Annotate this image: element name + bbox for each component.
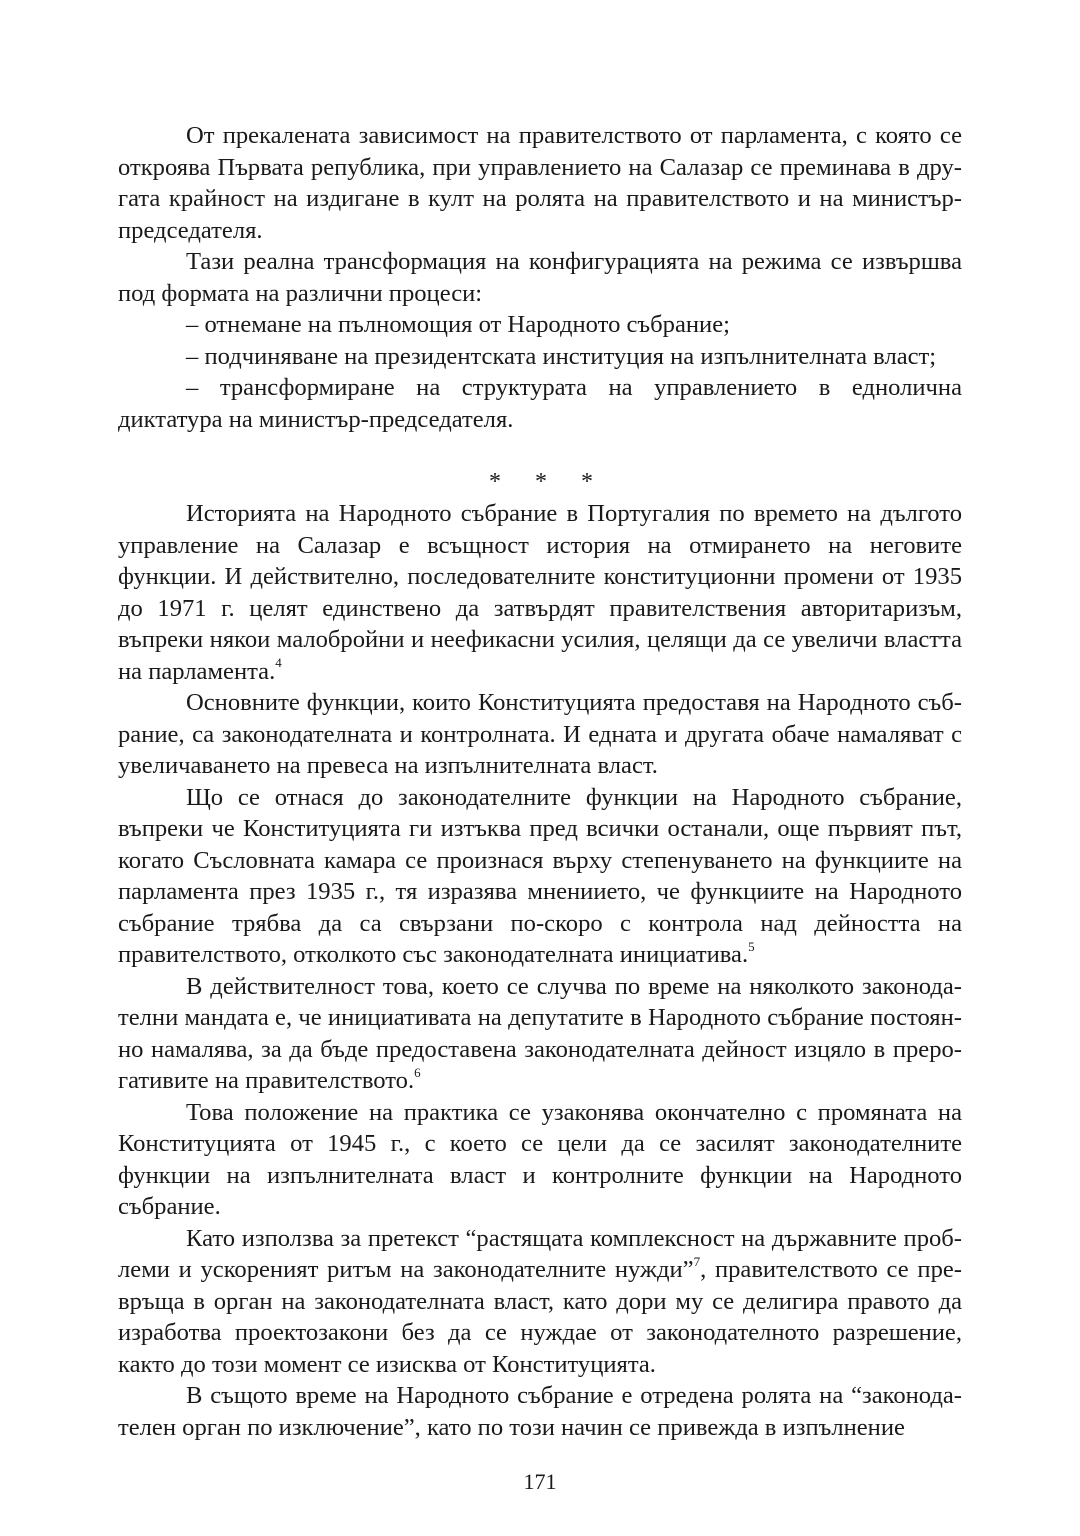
paragraph-intro-2: Тази реална трансформация на конфигурацията на режима се извършва под формата на различни процеси:: [118, 248, 962, 307]
paragraph-6-text: В действителност това, което се случва по време на няколкото законодателни мандата е, че инициативата на депутатите в Народното събрание постоянно намалява, за да бъде предоставена законодателната дейност изцяло в прерогативите на правителството.: [118, 972, 962, 1094]
paragraph-3-text: Историята на Народното събрание в Португалия по времето на дългото управление на Салазар е всъщност история на отмирането на неговите функции. И действително, последователните конституционни промени от 1935 до 1971 г. целят единствено да затвърдят правителствения авторитаризъм, въпреки някои малобройни и неефикасни усилия, целящи да се увеличи властта на парламента.: [118, 500, 962, 685]
footnote-ref-7: 7: [693, 1253, 701, 1269]
document-page: [118, 120, 962, 1443]
footnote-ref-6: 6: [414, 1064, 421, 1080]
divider-star-1: *: [489, 469, 501, 495]
paragraph-6: [118, 971, 962, 1097]
paragraph-4: Основните функции, които Конституцията предоставя на Народното събрание, са законодателната и контролната. И едната и другата обаче намаляват с увеличаването на превеса на изпълнителната власт.: [118, 689, 962, 779]
footnote-ref-5: 5: [748, 938, 755, 954]
paragraph-3: [118, 498, 962, 687]
divider-star-3: *: [581, 469, 593, 495]
list-item-3: – трансформиране на структурата на управлението в еднолична диктатура на министър-председателя.: [118, 374, 962, 433]
footnote-ref-4: 4: [275, 655, 282, 671]
list-item-1: – отнемане на пълномощия от Народното събрание;: [186, 311, 730, 338]
paragraph-7: Това положение на практика се узаконява окончателно с промяната на Конституцията от 1945 г., с което се цели да се засилят законодателните функции на изпълнителната власт и контролните функции на Народното събрание.: [118, 1098, 962, 1220]
section-divider: [118, 466, 962, 498]
paragraph-9: В същото време на Народното събрание е отредена ролята на “законодателен орган по изключение”, като по този начин се привежда в изпълнение: [118, 1382, 962, 1441]
paragraph-8-text-b: , правителството се превръща в орган на законодателната власт, като дори му се делигира правото да изработва проектозакони без да се нуждае от законодателното разрешение, както до този момент се изисква от Конституцията.: [118, 1256, 962, 1378]
divider-star-2: *: [535, 469, 547, 495]
paragraph-intro-1: От прекалената зависимост на правителството от парламента, с която се откроява Първата република, при управлението на Салазар се преминава в другата крайност на издигане в култ на ролята на правителството и на министър-председателя.: [118, 122, 962, 244]
page-number: 171: [523, 1469, 557, 1494]
list-item-2: – подчиняване на президентската институция на изпълнителната власт;: [186, 342, 937, 370]
paragraph-5: [118, 782, 962, 971]
paragraph-8-text-a: Като използва за претекст “растящата комплексност на държавните проблеми и ускореният ритъм на законодателните нужди”: [118, 1224, 962, 1283]
paragraph-8: [118, 1223, 962, 1381]
paragraph-5-text: Що се отнася до законодателните функции на Народното събрание, въпреки че Конституцията ги изтъква пред всички останали, още първият път, когато Съсловната камара се произнася върху степенуването на функциите на парламента през 1935 г., тя изразява мнениието, че функциите на Народното събрание трябва да са свързани по-скоро с контрола над дейността на правителството, отколкото със законодателната инициатива.: [118, 783, 962, 968]
